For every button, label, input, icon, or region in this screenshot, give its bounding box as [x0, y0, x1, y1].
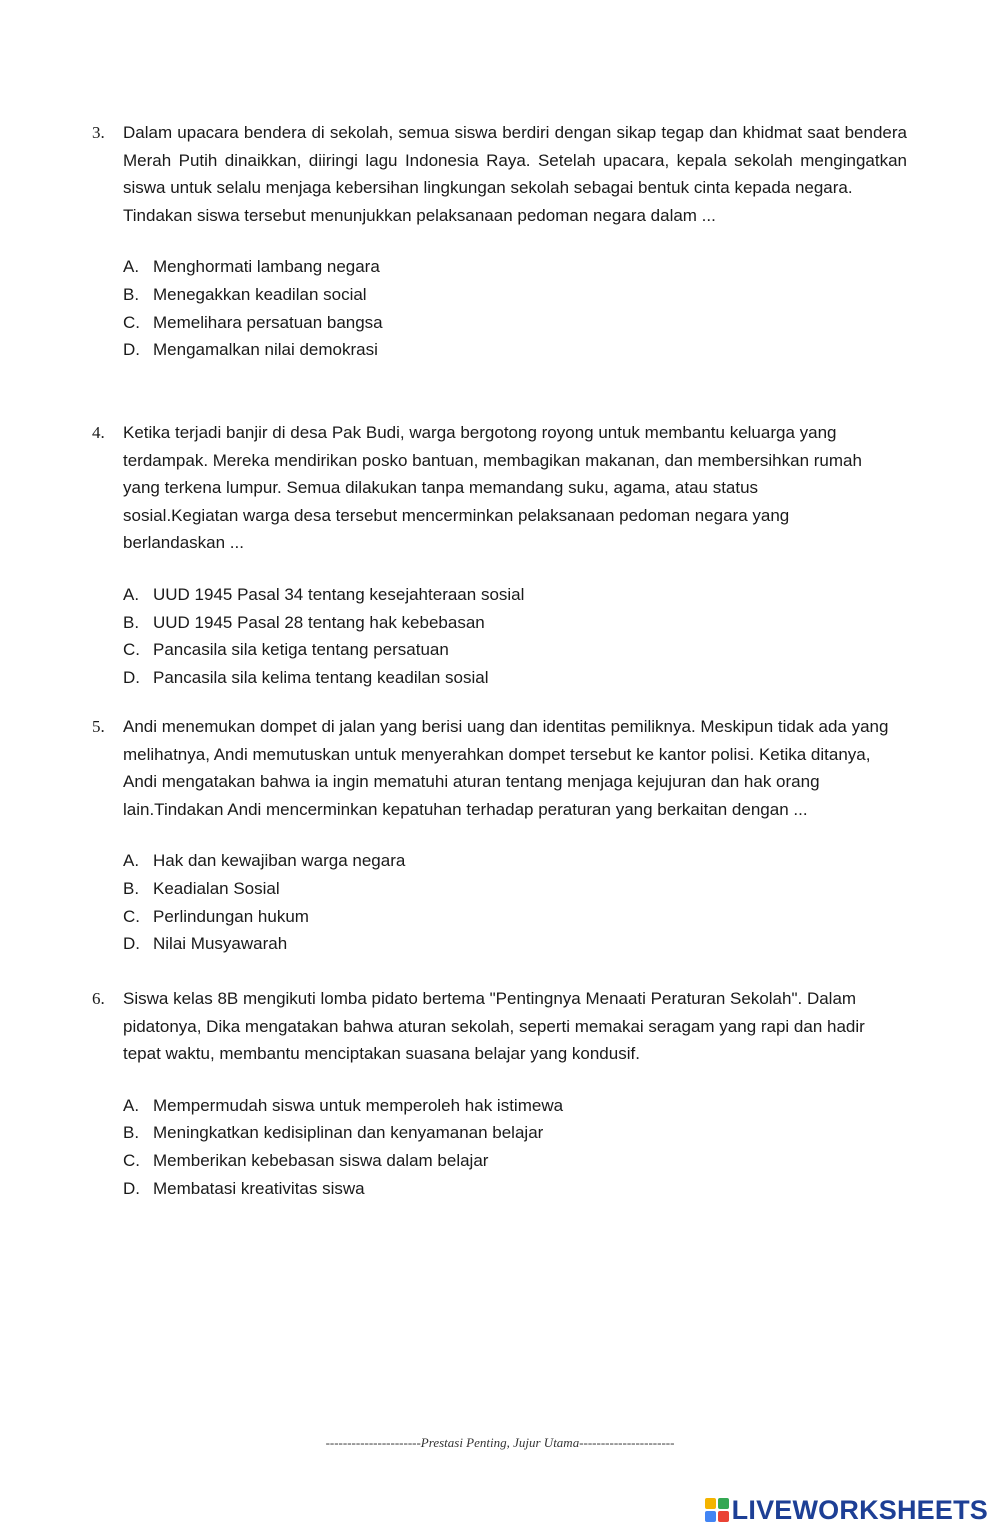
question-body: Ketika terjadi banjir di desa Pak Budi, warga bergotong royong untuk membantu keluarga yang terdampak. Mereka mendirikan posko bantuan, membagikan makanan, dan membersihkan rumah yang terkena lumpur. Semua dilakukan tanpa memandang suku, agama, atau status sosial.Kegiatan warga desa tersebut mencerminkan pelaksanaan pedoman negara yang berlandaskan ...	[123, 423, 862, 553]
option-a[interactable]	[123, 253, 907, 281]
option-text: Memberikan kebebasan siswa dalam belajar	[153, 1151, 489, 1171]
option-letter: A.	[123, 1095, 140, 1115]
option-text: Mempermudah siswa untuk memperoleh hak istimewa	[153, 1095, 564, 1115]
question-number: 3.	[92, 123, 105, 142]
answer-options	[123, 581, 907, 692]
option-text: Pancasila sila kelima tentang keadilan sosial	[153, 668, 489, 688]
option-letter: B.	[123, 879, 140, 899]
option-letter: D.	[123, 1178, 140, 1198]
question-6	[92, 985, 907, 1203]
option-text: Meningkatkan kedisiplinan dan kenyamanan belajar	[153, 1123, 544, 1143]
question-prompt: Tindakan siswa tersebut menunjukkan pelaksanaan pedoman negara dalam ...	[123, 205, 716, 225]
page-footer: ----------------------Prestasi Penting, Jujur Utama----------------------	[325, 1435, 675, 1450]
option-letter: A.	[123, 257, 140, 277]
option-d[interactable]	[123, 930, 907, 958]
question-number: 4.	[92, 423, 105, 442]
option-b[interactable]	[123, 1119, 907, 1147]
liveworksheets-logo-icon	[705, 1498, 729, 1522]
option-text: Menghormati lambang negara	[153, 257, 380, 277]
option-c[interactable]	[123, 636, 907, 664]
option-text: Hak dan kewajiban warga negara	[153, 851, 406, 871]
option-c[interactable]	[123, 903, 907, 931]
option-a[interactable]	[123, 1092, 907, 1120]
question-body: Siswa kelas 8B mengikuti lomba pidato bertema "Pentingnya Menaati Peraturan Sekolah". Dalam pidatonya, Dika mengatakan bahwa aturan sekolah, seperti memakai seragam yang rapi dan hadir tepat waktu, membantu menciptakan suasana belajar yang kondusif.	[123, 989, 865, 1064]
option-letter: D.	[123, 934, 140, 954]
option-text: Menegakkan keadilan social	[153, 285, 367, 305]
option-letter: A.	[123, 584, 140, 604]
question-text	[123, 119, 907, 229]
option-letter: D.	[123, 668, 140, 688]
option-a[interactable]	[123, 847, 907, 875]
option-letter: C.	[123, 640, 140, 660]
option-b[interactable]	[123, 609, 907, 637]
question-5	[92, 713, 907, 958]
option-text: UUD 1945 Pasal 28 tentang hak kebebasan	[153, 612, 485, 632]
liveworksheets-brand[interactable]	[705, 1494, 988, 1526]
option-letter: B.	[123, 1123, 140, 1143]
option-letter: B.	[123, 612, 140, 632]
option-letter: A.	[123, 851, 140, 871]
question-text	[123, 985, 907, 1068]
question-body: Dalam upacara bendera di sekolah, semua siswa berdiri dengan sikap tegap dan khidmat saat bendera Merah Putih dinaikkan, diiringi lagu Indonesia Raya. Setelah upacara, kepala sekolah mengingatkan siswa untuk selalu menjaga kebersihan lingkungan sekolah sebagai bentuk cinta kepada negara.	[123, 123, 907, 198]
option-d[interactable]	[123, 664, 907, 692]
option-c[interactable]	[123, 1147, 907, 1175]
question-number: 5.	[92, 717, 105, 736]
answer-options	[123, 847, 907, 958]
option-text: Memelihara persatuan bangsa	[153, 312, 383, 332]
brand-text: LIVEWORKSHEETS	[731, 1494, 988, 1525]
question-3	[92, 119, 907, 364]
question-number: 6.	[92, 989, 105, 1008]
option-text: Perlindungan hukum	[153, 906, 309, 926]
option-letter: B.	[123, 285, 140, 305]
option-text: Membatasi kreativitas siswa	[153, 1178, 365, 1198]
option-c[interactable]	[123, 309, 907, 337]
option-text: Pancasila sila ketiga tentang persatuan	[153, 640, 449, 660]
option-b[interactable]	[123, 875, 907, 903]
option-text: Mengamalkan nilai demokrasi	[153, 340, 378, 360]
question-4	[92, 419, 907, 692]
option-b[interactable]	[123, 281, 907, 309]
question-body: Andi menemukan dompet di jalan yang berisi uang dan identitas pemiliknya. Meskipun tidak ada yang melihatnya, Andi memutuskan untuk menyerahkan dompet tersebut ke kantor polisi. Ketika ditanya, Andi mengatakan bahwa ia ingin mematuhi aturan tentang menjaga kejujuran dan hak orang lain.Tindakan Andi mencerminkan kepatuhan terhadap peraturan yang berkaitan dengan ...	[123, 717, 889, 819]
answer-options	[123, 1092, 907, 1203]
question-text	[123, 419, 907, 557]
option-text: Keadialan Sosial	[153, 879, 280, 899]
option-text: Nilai Musyawarah	[153, 934, 288, 954]
question-text	[123, 713, 907, 823]
option-letter: C.	[123, 1151, 140, 1171]
option-text: UUD 1945 Pasal 34 tentang kesejahteraan sosial	[153, 584, 525, 604]
option-letter: D.	[123, 340, 140, 360]
answer-options	[123, 253, 907, 364]
option-letter: C.	[123, 906, 140, 926]
option-letter: C.	[123, 312, 140, 332]
option-a[interactable]	[123, 581, 907, 609]
option-d[interactable]	[123, 1175, 907, 1203]
option-d[interactable]	[123, 336, 907, 364]
